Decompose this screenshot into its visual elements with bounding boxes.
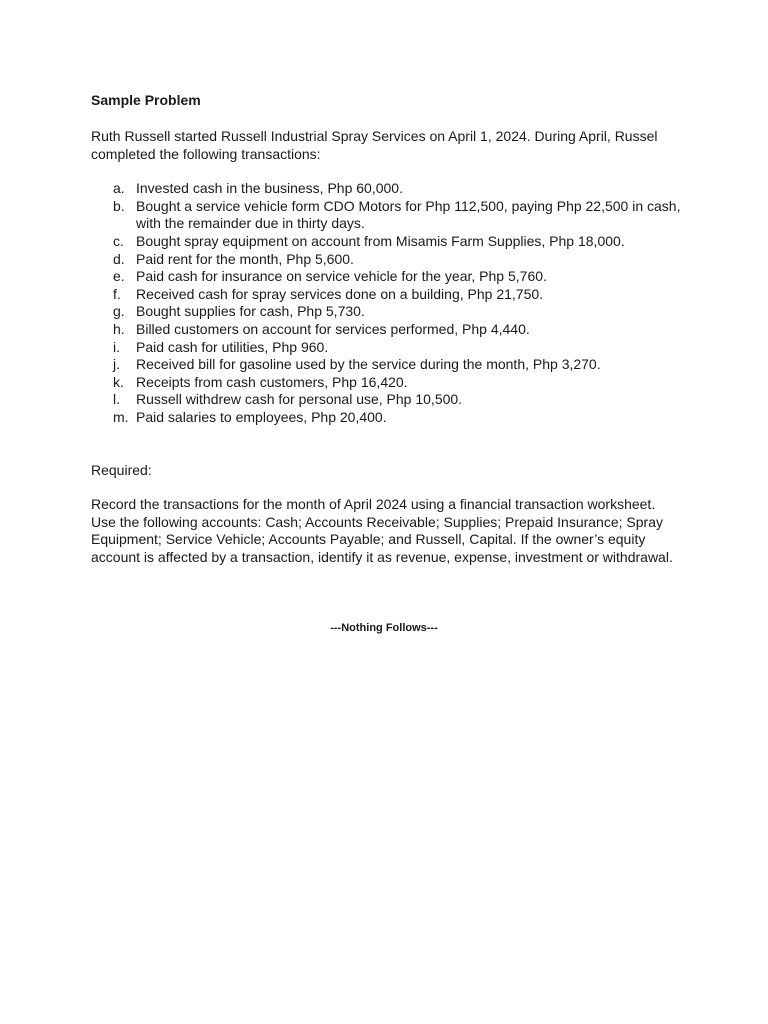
list-item bbox=[91, 339, 681, 357]
transaction-text: Paid salaries to employees, Php 20,400. bbox=[136, 408, 387, 425]
transaction-text: Receipts from cash customers, Php 16,420. bbox=[136, 373, 408, 390]
list-marker: j. bbox=[113, 356, 120, 373]
list-item bbox=[91, 268, 681, 286]
list-marker: c. bbox=[113, 232, 124, 249]
list-marker: i. bbox=[113, 338, 120, 355]
list-item bbox=[91, 356, 681, 374]
transaction-text: Bought spray equipment on account from Misamis Farm Supplies, Php 18,000. bbox=[136, 232, 625, 249]
transaction-text: Invested cash in the business, Php 60,000. bbox=[136, 180, 403, 197]
list-marker: m. bbox=[113, 408, 129, 425]
list-marker: e. bbox=[113, 268, 125, 285]
list-marker: l. bbox=[113, 391, 120, 408]
list-marker: f. bbox=[113, 285, 121, 302]
required-label: Required: bbox=[91, 461, 152, 478]
transaction-text: Received bill for gasoline used by the service during the month, Php 3,270. bbox=[136, 356, 601, 373]
document-title: Sample Problem bbox=[91, 92, 201, 108]
required-instructions: Record the transactions for the month of April 2024 using a financial transaction worksheet. Use the following accounts: Cash; Accounts Receivable; Supplies; Prepaid Insurance; Spray Equipment; Service Vehicle; Accounts Payable; and Russell, Capital. If the owner’s equity account is affected by a transaction, identify it as revenue, expense, investment or withdrawal. bbox=[91, 496, 673, 565]
list-item bbox=[91, 198, 681, 233]
list-item bbox=[91, 180, 681, 198]
list-item bbox=[91, 233, 681, 251]
list-item bbox=[91, 409, 681, 427]
transaction-text: Bought a service vehicle form CDO Motors for Php 112,500, paying Php 22,500 in cash, with the remainder due in thirty days. bbox=[136, 197, 681, 232]
transaction-text: Paid rent for the month, Php 5,600. bbox=[136, 250, 354, 267]
problem-intro: Ruth Russell started Russell Industrial Spray Services on April 1, 2024. During April, Russel completed the following transactions: bbox=[91, 128, 658, 162]
list-item bbox=[91, 251, 681, 269]
transaction-text: Russell withdrew cash for personal use, Php 10,500. bbox=[136, 391, 463, 408]
transaction-text: Received cash for spray services done on a building, Php 21,750. bbox=[136, 285, 544, 302]
transaction-text: Bought supplies for cash, Php 5,730. bbox=[136, 303, 365, 320]
list-marker: h. bbox=[113, 320, 125, 337]
transaction-text: Paid cash for utilities, Php 960. bbox=[136, 338, 329, 355]
closing-note: ---Nothing Follows--- bbox=[330, 622, 438, 634]
list-item bbox=[91, 391, 681, 409]
list-item bbox=[91, 374, 681, 392]
list-item bbox=[91, 321, 681, 339]
document-page bbox=[91, 92, 691, 566]
list-marker: a. bbox=[113, 180, 125, 197]
transaction-text: Billed customers on account for services performed, Php 4,440. bbox=[136, 320, 530, 337]
list-marker: k. bbox=[113, 373, 124, 390]
transaction-text: Paid cash for insurance on service vehicle for the year, Php 5,760. bbox=[136, 268, 547, 285]
transaction-list bbox=[91, 180, 691, 426]
list-marker: g. bbox=[113, 303, 125, 320]
list-item bbox=[91, 303, 681, 321]
list-item bbox=[91, 286, 681, 304]
list-marker: b. bbox=[113, 197, 125, 214]
list-marker: d. bbox=[113, 250, 125, 267]
